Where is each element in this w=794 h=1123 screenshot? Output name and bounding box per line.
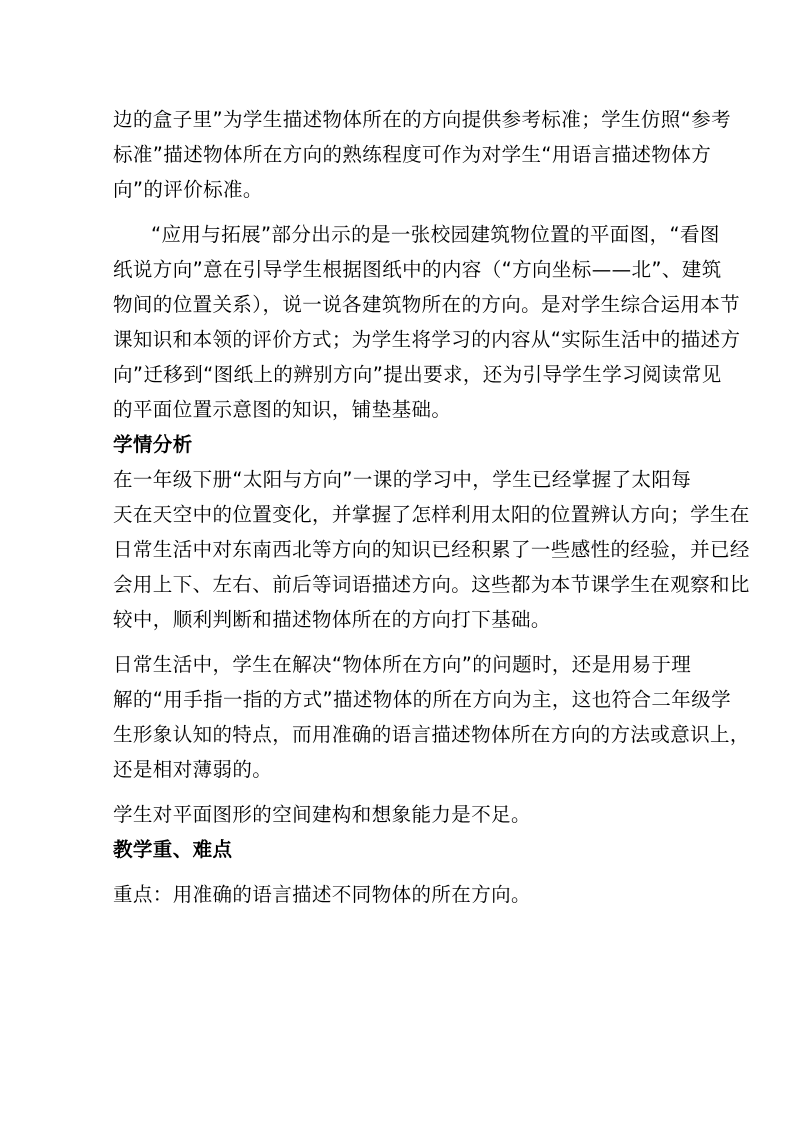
- document-page: [113, 102, 750, 912]
- paragraph-application-extension: [113, 217, 741, 427]
- text-line: 天在天空中的位置变化，并掌握了怎样利用太阳的位置辨认方向；学生在: [113, 503, 750, 526]
- text-line: 边的盒子里”为学生描述物体所在的方向提供参考标准；学生仿照“参考: [113, 108, 732, 131]
- text-line: 标准”描述物体所在方向的熟练程度可作为对学生“用语言描述物体方: [113, 143, 712, 166]
- text-line: 生形象认知的特点，而用准确的语言描述物体所在方向的方法或意识上，: [113, 723, 750, 746]
- text-line: 的平面位置示意图的知识，铺垫基础。: [113, 398, 452, 421]
- text-line: 向”的评价标准。: [113, 178, 263, 201]
- text-line: 物间的位置关系），说一说各建筑物所在的方向。是对学生综合运用本节: [113, 293, 741, 316]
- text-line: 重点：用准确的语言描述不同物体的所在方向。: [113, 883, 531, 906]
- text-line: 还是相对薄弱的。: [113, 758, 273, 781]
- section-heading-student-analysis: 学情分析: [113, 433, 193, 456]
- text-line: 在一年级下册“太阳与方向”一课的学习中，学生已经掌握了太阳每: [113, 468, 692, 491]
- text-line: 会用上下、左右、前后等词语描述方向。这些都为本节课学生在观察和比: [113, 573, 750, 596]
- paragraph-spatial-ability: [113, 797, 685, 832]
- text-line: 日常生活中，学生在解决“物体所在方向”的问题时，还是用易于理: [113, 653, 692, 676]
- text-line: 解的“用手指一指的方式”描述物体的所在方向为主，这也符合二年级学: [113, 688, 732, 711]
- text-line: 日常生活中对东南西北等方向的知识已经积累了一些感性的经验，并已经: [113, 538, 750, 561]
- text-line: “应用与拓展”部分出示的是一张校园建筑物位置的平面图，“看图: [151, 223, 720, 246]
- section-heading-key-difficult-points: 教学重、难点: [113, 838, 233, 861]
- paragraph-prior-knowledge: [113, 462, 750, 637]
- paragraph-reference-standard: [113, 102, 732, 207]
- text-line: 课知识和本领的评价方式；为学生将学习的内容从“实际生活中的描述方: [113, 328, 741, 351]
- paragraph-key-point: [113, 877, 685, 912]
- paragraph-daily-life: [113, 647, 750, 787]
- text-line: 较中，顺利判断和描述物体所在的方向打下基础。: [113, 608, 551, 631]
- text-line: 向”迁移到“图纸上的辨别方向”提出要求，还为引导学生学习阅读常见: [113, 363, 722, 386]
- text-line: 纸说方向”意在引导学生根据图纸中的内容（“方向坐标——北”、建筑: [113, 258, 722, 281]
- text-line: 学生对平面图形的空间建构和想象能力是不足。: [113, 803, 531, 826]
